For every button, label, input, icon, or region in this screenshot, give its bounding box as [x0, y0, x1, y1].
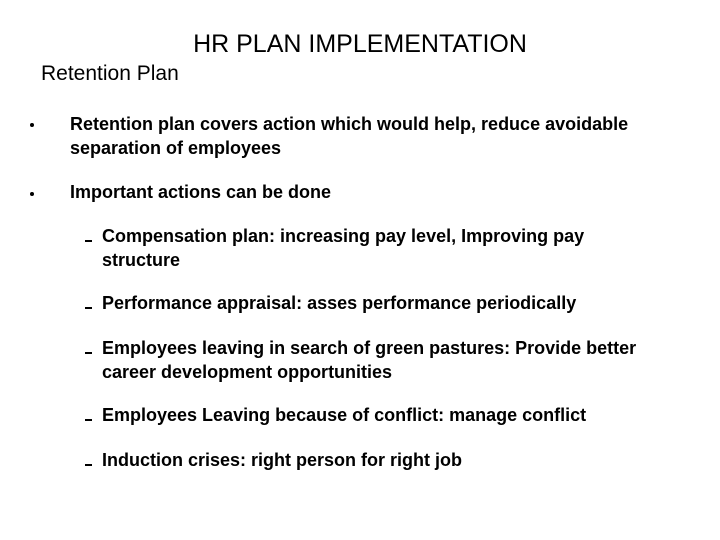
- dash-bullet-icon: [85, 240, 92, 242]
- sub-bullet-item: Employees Leaving because of conflict: manage conflict: [102, 405, 587, 425]
- dash-bullet-icon: [85, 464, 92, 466]
- dash-bullet-icon: [85, 352, 92, 354]
- dash-bullet-icon: [85, 419, 92, 421]
- sub-bullet-item: Compensation plan: increasing pay level, Improving pay structure: [102, 226, 585, 270]
- dash-bullet-icon: [85, 307, 92, 309]
- bullet-item: Important actions can be done: [70, 182, 332, 202]
- bullet-item: Retention plan covers action which would help, reduce avoidable separation of employees: [70, 114, 629, 158]
- bullet-dot-icon: [30, 192, 34, 196]
- sub-bullet-item: Performance appraisal: asses performance periodically: [102, 293, 577, 313]
- bullet-dot-icon: [30, 123, 34, 127]
- slide-title: HR PLAN IMPLEMENTATION: [193, 30, 527, 58]
- slide-subtitle: Retention Plan: [41, 62, 179, 85]
- sub-bullet-item: Induction crises: right person for right job: [102, 450, 463, 470]
- sub-bullet-item: Employees leaving in search of green pastures: Provide better career development opportunities: [102, 338, 637, 382]
